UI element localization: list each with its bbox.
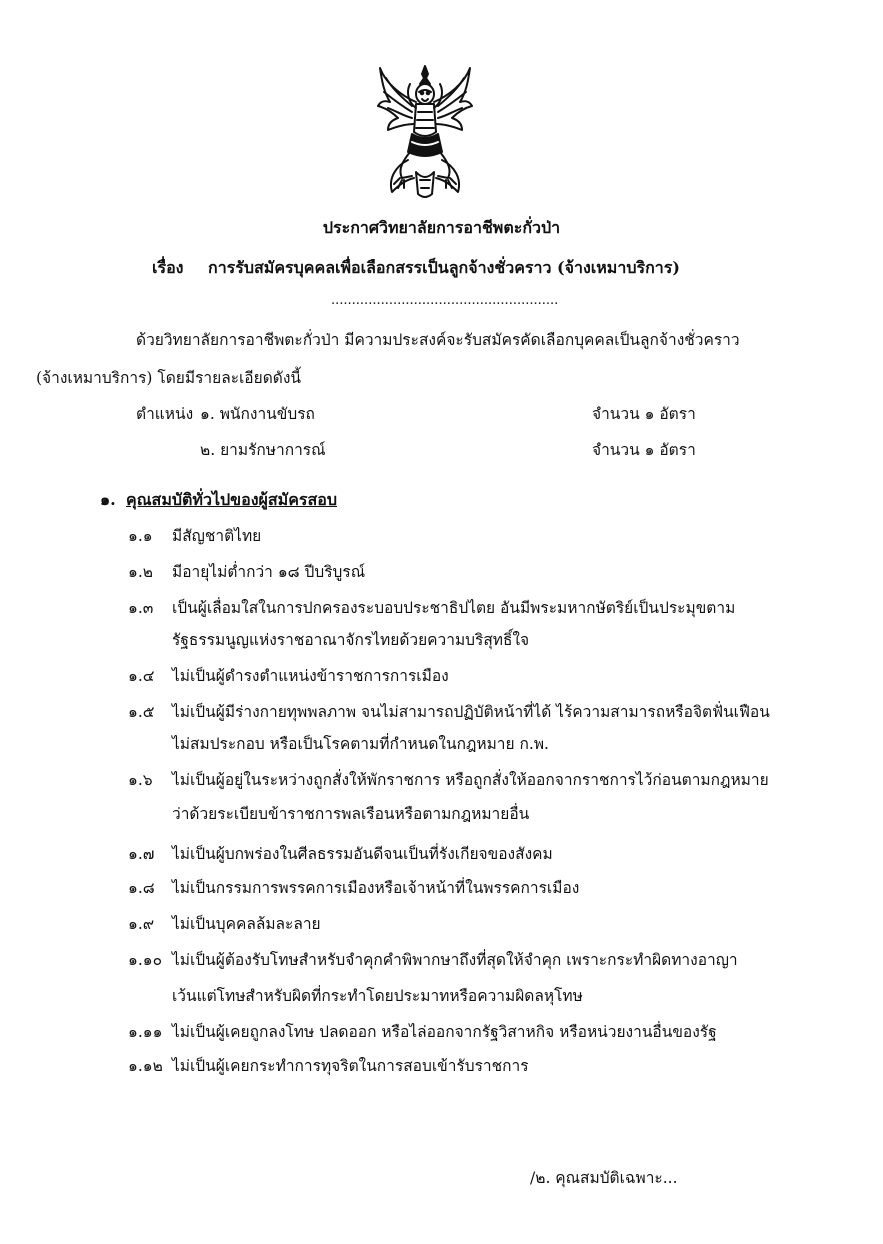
list-item-number: ๑.๓	[128, 599, 154, 617]
section-heading-text: คุณสมบัติทั่วไปของผู้สมัครสอบ	[126, 490, 338, 509]
list-item-text-continued: ว่าด้วยระเบียบข้าราชการพลเรือนหรือตามกฎหมายอื่น	[172, 805, 530, 823]
list-item-text: ไม่เป็นผู้อยู่ในระหว่างถูกสั่งให้พักราชการ หรือถูกสั่งให้ออกจากราชการไว้ก่อนตามกฎหมาย	[172, 771, 769, 789]
list-item-number: ๑.๖	[128, 771, 153, 789]
separator-line: .......................................................	[331, 293, 559, 308]
list-item-text: ไม่เป็นผู้ดำรงตำแหน่งข้าราชการการเมือง	[172, 667, 449, 685]
announcement-subject	[152, 256, 680, 280]
list-item-text: ไม่เป็นผู้เคยถูกลงโทษ ปลดออก หรือไล่ออกจากรัฐวิสาหกิจ หรือหน่วยงานอื่นของรัฐ	[172, 1023, 717, 1041]
position-name: ๑. พนักงานขับรถ	[200, 405, 315, 423]
section-number: ๑.	[100, 490, 116, 509]
list-item-text: ไม่เป็นผู้มีร่างกายทุพพลภาพ จนไม่สามารถปฏิบัติหน้าที่ได้ ไร้ความสามารถหรือจิตฟั่นเฟือน	[172, 703, 770, 721]
list-item-number: ๑.๑๒	[128, 1057, 163, 1075]
list-item-text-continued: ไม่สมประกอบ หรือเป็นโรคตามที่กำหนดในกฎหมาย ก.พ.	[172, 735, 549, 753]
list-item-text: มีอายุไม่ต่ำกว่า ๑๘ ปีบริบูรณ์	[172, 563, 366, 581]
list-item-number: ๑.๒	[128, 563, 153, 581]
list-item-text: ไม่เป็นกรรมการพรรคการเมืองหรือเจ้าหน้าที่ในพรรคการเมือง	[172, 879, 580, 897]
list-item-text-continued: เว้นแต่โทษสำหรับผิดที่กระทำโดยประมาทหรือความผิดลหุโทษ	[172, 987, 583, 1005]
list-item-text: ไม่เป็นผู้บกพร่องในศีลธรรมอันดีจนเป็นที่รังเกียจของสังคม	[172, 845, 553, 863]
list-item-text: ไม่เป็นผู้เคยกระทำการทุจริตในการสอบเข้ารับราชการ	[172, 1057, 529, 1075]
list-item-number: ๑.๔	[128, 667, 155, 685]
list-item-number: ๑.๗	[128, 845, 155, 863]
subject-label: เรื่อง	[152, 258, 184, 277]
position-name: ๒. ยามรักษาการณ์	[200, 441, 326, 459]
announcement-title: ประกาศวิทยาลัยการอาชีพตะกั่วป่า	[322, 218, 561, 237]
list-item-text-continued: รัฐธรรมนูญแห่งราชอาณาจักรไทยด้วยความบริสุทธิ์ใจ	[172, 631, 530, 649]
intro-line-1: ด้วยวิทยาลัยการอาชีพตะกั่วป่า มีความประสงค์จะรับสมัครคัดเลือกบุคคลเป็นลูกจ้างชั่วคราว	[136, 331, 740, 349]
list-item-number: ๑.๑๑	[128, 1023, 163, 1041]
subject-text: การรับสมัครบุคคลเพื่อเลือกสรรเป็นลูกจ้างชั่วคราว (จ้างเหมาบริการ)	[208, 258, 680, 277]
list-item-text: เป็นผู้เลื่อมใสในการปกครองระบอบประชาธิปไตย อันมีพระมหากษัตริย์เป็นประมุขตาม	[172, 599, 736, 617]
garuda-emblem-icon	[372, 62, 478, 204]
list-item-text: ไม่เป็นผู้ต้องรับโทษสำหรับจำคุกคำพิพากษาถึงที่สุดให้จำคุก เพราะกระทำผิดทางอาญา	[172, 951, 738, 969]
list-item-number: ๑.๘	[128, 879, 155, 897]
list-item-number: ๑.๕	[128, 703, 155, 721]
intro-line-2: (จ้างเหมาบริการ) โดยมีรายละเอียดดังนี้	[36, 369, 301, 387]
list-item-number: ๑.๑	[128, 527, 153, 545]
list-item-number: ๑.๙	[128, 915, 155, 933]
list-item-text: มีสัญชาติไทย	[172, 527, 262, 545]
continued-footer: /๒. คุณสมบัติเฉพาะ...	[530, 1169, 678, 1187]
section-heading	[100, 488, 337, 512]
list-item-text: ไม่เป็นบุคคลล้มละลาย	[172, 915, 321, 933]
position-count: จำนวน ๑ อัตรา	[592, 405, 696, 423]
list-item-number: ๑.๑๐	[128, 951, 163, 969]
position-label: ตำแหน่ง	[136, 405, 194, 423]
position-count: จำนวน ๑ อัตรา	[592, 441, 696, 459]
